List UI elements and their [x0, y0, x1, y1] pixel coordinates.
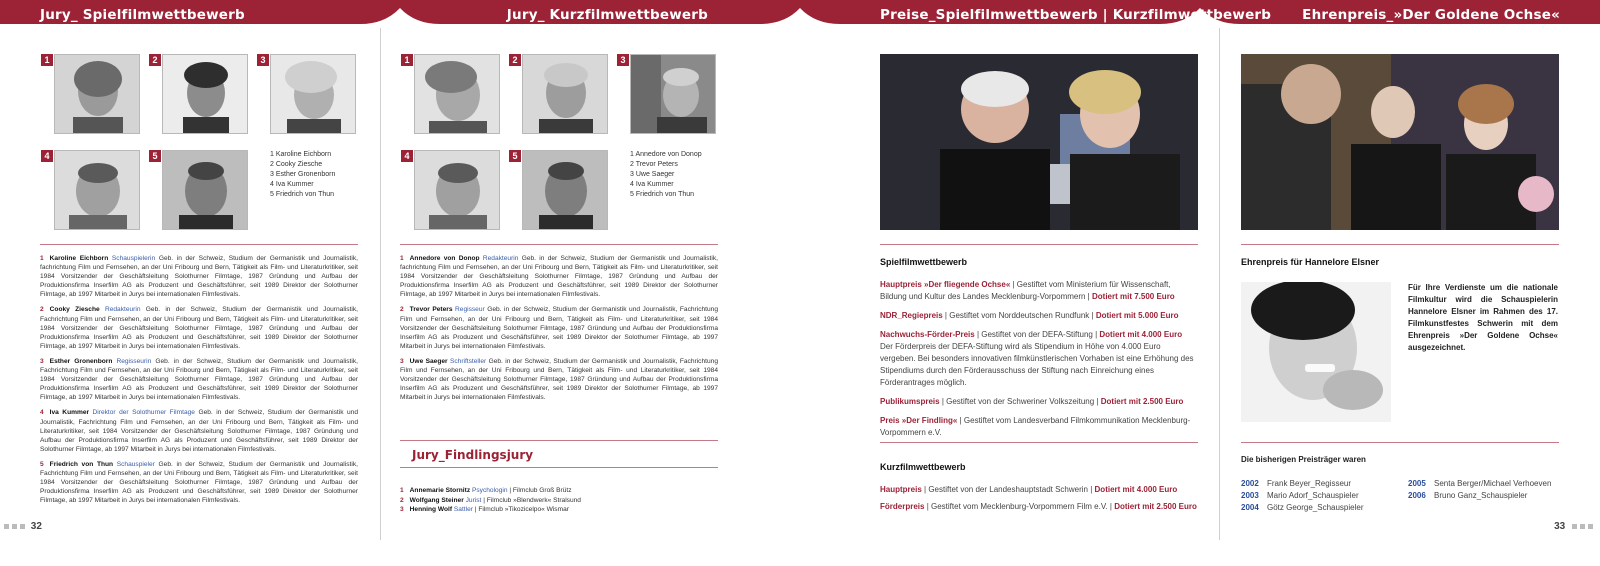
bio-entry: 2 Trevor Peters Regisseur Geb. in der Schweiz, Studium der Germanistik und Journalistik, Fachrichtung Film und Fernsehen, an der Uni Fribourg und Bern, Tätigkeit als Film- und Literaturkritiker, seit 1984 Vorsitzender der Geschäftsleitung Solothurner Filmtage, 1987 Gründung und Aufbau der Produktionsfirma Inserfilm AG als Produzent und Geschäftsführer, seit 1989 Direktor der Solothurner Filmtage, ab 1997 Mitarbeit in Jurys bei internationalen Filmfestivals.: [400, 306, 718, 350]
legend-item: 1 Karoline Eichborn: [270, 151, 332, 158]
legend-item: 5 Friedrich von Thun: [270, 191, 335, 198]
legend-item: 5 Friedrich von Thun: [630, 191, 695, 198]
prize-entry: Preis »Der Findling« | Gestiftet vom Landesverband Filmkommunikation Mecklenburg-Vorpommern e.V.: [880, 416, 1191, 437]
page-number-left: 32: [4, 520, 42, 534]
winner-entry: 2003 Mario Adorf_Schauspieler: [1241, 491, 1359, 500]
bio-entry: 3 Esther Gronenborn Regisseurin Geb. in der Schweiz, Studium der Germanistik und Journalistik, Fachrichtung Film und Fernsehen, an der Uni Fribourg und Bern, Tätigkeit als Film- und Literaturkritiker, seit 1984 Vorsitzender der Geschäftsleitung Solothurner Filmtage, 1987 Gründung und Aufbau der Produktionsfirma Inserfilm AG als Produzent und Geschäftsführer, seit 1989 Direktor der Solothurner Filmtage, ab 1997 Mitarbeit in Jurys bei internationalen Filmfestivals.: [40, 357, 358, 402]
juror-photo-2: [162, 54, 248, 134]
photo-number: 3: [617, 54, 629, 66]
prizes-spiel-list: [880, 279, 1198, 446]
prize-entry: NDR_Regiepreis | Gestiftet vom Norddeutschen Rundfunk | Dotiert mit 5.000 Euro: [880, 311, 1179, 320]
prize-entry: Hauptpreis | Gestiftet von der Landeshauptstadt Schwerin | Dotiert mit 4.000 Euro: [880, 485, 1178, 494]
prize-entry: Nachwuchs-Förder-Preis | Gestiftet von der DEFA-Stiftung | Dotiert mit 4.000 Euro Der Förderpreis der DEFA-Stiftung wird als Stipendium in Höhe von 4.000 Euro vergeben. Bei besonders innovativen filmkünstlerischen Vorhaben ist eine Erhöhung des Stipendiums durch den Förderausschuss der Stiftung nach Einreichung eines Förderantrages möglich.: [880, 330, 1194, 387]
photo-number: 1: [41, 54, 53, 66]
legend-item: 2 Cooky Ziesche: [270, 161, 323, 168]
juror-photo-5: [522, 150, 608, 230]
prize-entry: Hauptpreis »Der fliegende Ochse« | Gestiftet vom Ministerium für Wissenschaft, Bildung und Kultur des Landes Mecklenburg-Vorpommern | Dotiert mit 7.500 Euro: [880, 280, 1175, 301]
honor-ceremony-photo: [1241, 54, 1559, 230]
juror-photo-4: [54, 150, 140, 230]
footer-square: [20, 524, 25, 529]
findling-title-box: [400, 440, 718, 468]
header-title-p1: Jury_ Spielfilmwettbewerb: [40, 7, 245, 23]
bio-entry: 1 Karoline Eichborn Schauspielerin Geb. in der Schweiz, Studium der Germanistik und Journalistik, fachrichtung Film und Fernsehen, an der Uni Fribourg und Bern, Tätigkeit als Film- und Literaturkritiker, seit 1984 Vorsitzender der Geschäftsleitung Solothurner Filmtage, 1987 Gründung und Aufbau der Produktionsfirma Inserfilm AG als Produzent und Geschäftsführer, seit 1989 Direktor der Solothurner Filmtage, ab 1997 Mitarbeit in Jurys bei internationalen Filmfestivals.: [40, 255, 358, 299]
section-rule: [1241, 244, 1559, 245]
juror-photo-1: [414, 54, 500, 134]
page-divider: [380, 28, 381, 540]
header-title-p2: Jury_ Kurzfilmwettbewerb: [506, 7, 708, 23]
footer-square: [12, 524, 17, 529]
winner-entry: 2006 Bruno Ganz_Schauspieler: [1408, 491, 1528, 500]
findling-entry: 3 Henning Wolf Sattler | Filmclub »Tikozicelpo« Wismar: [400, 506, 569, 513]
legend-item: 3 Uwe Saeger: [630, 171, 675, 178]
prizes-spiel-title: Spielfilmwettbewerb: [880, 257, 968, 267]
bio-entry: 5 Friedrich von Thun Schauspieler Geb. in der Schweiz, Studium der Germanistik und Journalistik, Fachrichtung Film und Fernsehen, an der Uni Fribourg und Bern, Tätigkeit als Film- und Literaturkritiker, seit 1984 Vorsitzender der Geschäftsleitung Solothurner Filmtage, 1987 Gründung und Aufbau der Produktionsfirma Inserfilm AG als Produzent und Geschäftsführer, seit 1989 Direktor der Solothurner Filmtage, ab 1997 Mitarbeit in Jurys bei internationalen Filmfestivals.: [40, 460, 358, 505]
award-ceremony-photo: [880, 54, 1198, 230]
winners-right: [1408, 478, 1551, 502]
ehrenpreis-title: Ehrenpreis für Hannelore Elsner: [1241, 257, 1380, 267]
winner-entry: 2005 Senta Berger/Michael Verhoeven: [1408, 479, 1552, 488]
legend-item: 2 Trevor Peters: [630, 161, 678, 168]
jury-spiel-legend: [270, 150, 335, 200]
photo-number: 5: [149, 150, 161, 162]
photo-number: 4: [401, 150, 413, 162]
bio-entry: 3 Uwe Saeger Schriftsteller Geb. in der Schweiz, Studium der Germanistik und Journalistik, Fachrichtung Film und Fernsehen, an der Uni Fribourg und Bern, Tätigkeit als Film- und Literaturkritiker, seit 1984 Vorsitzender der Geschäftsleitung Solothurner Filmtage, 1987 Gründung und Aufbau der Produktionsfirma Inserfilm AG als Produzent und Geschäftsführer, seit 1989 Direktor der Solothurner Filmtage, ab 1997 Mitarbeit in Jurys bei internationalen Filmfestivals.: [400, 357, 718, 402]
prizes-kurz-list: [880, 484, 1210, 520]
findling-entry: 2 Wolfgang Steiner Jurist | Filmclub »Blendwerk« Stralsund: [400, 496, 581, 504]
jury-kurz-legend: [630, 150, 702, 200]
footer-square: [1588, 524, 1593, 529]
photo-number: 2: [509, 54, 521, 66]
section-rule: [1241, 442, 1559, 443]
juror-photo-2: [522, 54, 608, 134]
prize-entry: Förderpreis | Gestiftet vom Mecklenburg-Vorpommern Film e.V. | Dotiert mit 2.500 Euro: [880, 502, 1197, 511]
juror-photo-4: [414, 150, 500, 230]
findling-entry: 1 Annemarie Stornitz Psychologin | Filmclub Groß Brütz: [400, 487, 572, 494]
jury-spiel-bios: [40, 254, 358, 511]
section-rule: [40, 244, 358, 245]
section-rule: [880, 442, 1198, 443]
header-title-p3: Preise_Spielfilmwettbewerb | Kurzfilmwettbewerb: [880, 7, 1272, 23]
juror-photo-3: [270, 54, 356, 134]
legend-item: 4 Iva Kummer: [630, 181, 674, 188]
photo-number: 3: [257, 54, 269, 66]
ehrenpreis-text: Für Ihre Verdienste um die nationale Filmkultur wird die Schauspielerin Hannelore Elsner im Rahmen des 17. Filmkunstfestes Schwerin mit dem Ehrenpreis »Der Goldene Ochse« ausgezeichnet.: [1408, 283, 1558, 352]
winner-entry: 2002 Frank Beyer_Regisseur: [1241, 479, 1352, 488]
photo-number: 5: [509, 150, 521, 162]
legend-item: 1 Annedore von Donop: [630, 151, 702, 158]
legend-item: 4 Iva Kummer: [270, 181, 314, 188]
section-rule: [400, 244, 718, 245]
legend-item: 3 Esther Gronenborn: [270, 171, 336, 178]
photo-number: 1: [401, 54, 413, 66]
bio-entry: 1 Annedore von Donop Redakteurin Geb. in der Schweiz, Studium der Germanistik und Journalistik, fachrichtung Film und Fernsehen, an der Uni Fribourg und Bern, Tätigkeit als Film- und Literaturkritiker, seit 1984 Vorsitzender der Geschäftsleitung Solothurner Filmtage, 1987 Gründung und Aufbau der Produktionsfirma Inserfilm AG als Produzent und Geschäftsführer, seit 1989 Direktor der Solothurner Filmtage, ab 1997 Mitarbeit in Jurys bei internationalen Filmfestivals.: [400, 255, 718, 299]
footer-square: [1572, 524, 1577, 529]
photo-number: 4: [41, 150, 53, 162]
findling-list: [400, 486, 718, 515]
prize-entry: Publikumspreis | Gestiftet von der Schweriner Volkszeitung | Dotiert mit 2.500 Euro: [880, 397, 1184, 406]
footer-square: [1580, 524, 1585, 529]
page-number-right: 33: [1554, 520, 1596, 534]
section-rule: [880, 244, 1198, 245]
bio-entry: 4 Iva Kummer Direktor der Solothurner Filmtage Geb. in der Schweiz, Studium der Germanistik und Journalistik, Fachrichtung Film und Fernsehen, an der Uni Fribourg und Bern, Tätigkeit als Film- und Literaturkritiker, seit 1984 Vorsitzender der Geschäftsleitung Solothurner Filmtage, 1987 Gründung und Aufbau der Produktionsfirma Inserfilm AG als Produzent und Geschäftsführer, seit 1989 Direktor der Solothurner Filmtage, ab 1997 Mitarbeit in Jurys bei internationalen Filmfestivals.: [40, 409, 358, 453]
header-title-p4: Ehrenpreis_»Der Goldene Ochse«: [1302, 7, 1560, 23]
juror-photo-3: [630, 54, 716, 134]
jury-kurz-bios: [400, 254, 718, 408]
photo-number: 2: [149, 54, 161, 66]
findling-title: Jury_Findlingsjury: [412, 448, 534, 462]
juror-photo-1: [54, 54, 140, 134]
hannelore-elsner-photo: [1241, 282, 1391, 422]
bio-entry: 2 Cooky Ziesche Redakteurin Geb. in der Schweiz, Studium der Germanistik und Journalistik, Fachrichtung Film und Fernsehen, an der Uni Fribourg und Bern, Tätigkeit als Film- und Literaturkritiker, seit 1984 Vorsitzender der Geschäftsleitung Solothurner Filmtage, 1987 Gründung und Aufbau der Produktionsfirma Inserfilm AG als Produzent und Geschäftsführer, seit 1989 Direktor der Solothurner Filmtage, ab 1997 Mitarbeit in Jurys bei internationalen Filmfestivals.: [40, 306, 358, 350]
juror-photo-5: [162, 150, 248, 230]
prizes-kurz-title: Kurzfilmwettbewerb: [880, 462, 966, 472]
page-divider: [1219, 28, 1220, 540]
winners-left: [1241, 478, 1364, 514]
winners-title: Die bisherigen Preisträger waren: [1241, 455, 1366, 464]
winner-entry: 2004 Götz George_Schauspieler: [1241, 503, 1364, 512]
footer-square: [4, 524, 9, 529]
